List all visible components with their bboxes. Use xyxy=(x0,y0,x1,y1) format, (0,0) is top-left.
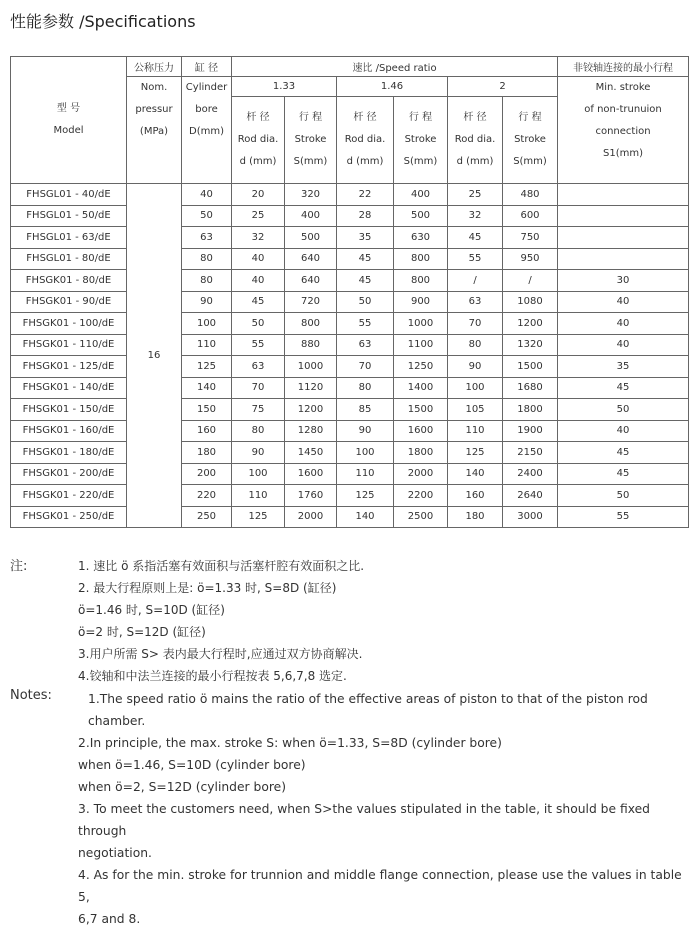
cell-min-stroke: 40 xyxy=(558,420,689,442)
cell-bore: 80 xyxy=(182,270,232,292)
table-row xyxy=(11,205,689,227)
cell-d1: 90 xyxy=(232,442,285,464)
cell-s3: 1320 xyxy=(503,334,558,356)
table-body xyxy=(11,184,689,528)
page-title: 性能参数 /Specifications xyxy=(10,12,196,31)
cell-s2: 1400 xyxy=(394,377,448,399)
cell-s3: 2150 xyxy=(503,442,558,464)
cell-d3: 160 xyxy=(448,485,503,507)
cell-min-stroke xyxy=(558,248,689,270)
cell-d1: 45 xyxy=(232,291,285,313)
cell-min-stroke: 35 xyxy=(558,356,689,378)
cell-bore: 140 xyxy=(182,377,232,399)
cell-d3: 80 xyxy=(448,334,503,356)
cell-d2: 90 xyxy=(337,420,394,442)
cell-d2: 110 xyxy=(337,463,394,485)
cell-model: FHSGK01 - 150/dE xyxy=(11,399,127,421)
cell-s2: 900 xyxy=(394,291,448,313)
cell-d2: 45 xyxy=(337,270,394,292)
table-row xyxy=(11,227,689,249)
table-row xyxy=(11,377,689,399)
cell-min-stroke xyxy=(558,227,689,249)
cell-pressure: 16 xyxy=(127,184,182,528)
cell-bore: 220 xyxy=(182,485,232,507)
header-rod-3: 杆 径 Rod dia. d (mm) xyxy=(448,97,503,184)
cell-d3: 55 xyxy=(448,248,503,270)
notes-en-label: Notes: xyxy=(10,688,52,703)
cell-d1: 32 xyxy=(232,227,285,249)
cell-min-stroke: 50 xyxy=(558,485,689,507)
cell-min-stroke: 30 xyxy=(558,270,689,292)
cell-min-stroke: 45 xyxy=(558,463,689,485)
cell-model: FHSGK01 - 90/dE xyxy=(11,291,127,313)
cell-min-stroke: 45 xyxy=(558,442,689,464)
notes-cn-label: 注: xyxy=(10,559,28,574)
table-row xyxy=(11,291,689,313)
note-cn-line: 1. 速比 ö 系指活塞有效面积与活塞杆腔有效面积之比. xyxy=(78,559,365,573)
header-speed-ratio: 速比 /Speed ratio xyxy=(232,57,558,77)
note-en-line: 3. To meet the customers need, when S>the values stipulated in the table, it should be fixed through xyxy=(78,802,650,838)
cell-s1: 2000 xyxy=(285,506,337,528)
cell-bore: 250 xyxy=(182,506,232,528)
cell-model: FHSGL01 - 63/dE xyxy=(11,227,127,249)
note-cn-line: ö=2 时, S=12D (缸径) xyxy=(78,625,206,639)
table-row xyxy=(11,463,689,485)
cell-d2: 22 xyxy=(337,184,394,206)
header-rod-1: 杆 径 Rod dia. d (mm) xyxy=(232,97,285,184)
cell-s2: 1800 xyxy=(394,442,448,464)
cell-s1: 1760 xyxy=(285,485,337,507)
cell-s3: 750 xyxy=(503,227,558,249)
table-row xyxy=(11,313,689,335)
cell-s3: 480 xyxy=(503,184,558,206)
cell-model: FHSGK01 - 100/dE xyxy=(11,313,127,335)
header-min-stroke: Min. stroke of non-trunuion connection S1(mm) xyxy=(558,77,689,184)
note-en-line: when ö=1.46, S=10D (cylinder bore) xyxy=(78,758,306,772)
cell-d3: 70 xyxy=(448,313,503,335)
cell-s1: 640 xyxy=(285,248,337,270)
note-en-line: 1.The speed ratio ö mains the ratio of the effective areas of piston to that of the piston rod chamber. xyxy=(88,692,648,728)
cell-d1: 125 xyxy=(232,506,285,528)
cell-d2: 70 xyxy=(337,356,394,378)
cell-d3: 90 xyxy=(448,356,503,378)
cell-s3: / xyxy=(503,270,558,292)
notes-cn xyxy=(10,555,690,687)
cell-min-stroke: 40 xyxy=(558,291,689,313)
cell-s2: 800 xyxy=(394,270,448,292)
cell-d3: 180 xyxy=(448,506,503,528)
header-ratio-2: 1.46 xyxy=(337,77,448,97)
cell-model: FHSGK01 - 140/dE xyxy=(11,377,127,399)
header-pressure-cn: 公称压力 xyxy=(127,57,182,77)
cell-s1: 1600 xyxy=(285,463,337,485)
cell-min-stroke: 45 xyxy=(558,377,689,399)
cell-min-stroke: 40 xyxy=(558,334,689,356)
cell-d2: 35 xyxy=(337,227,394,249)
cell-s3: 950 xyxy=(503,248,558,270)
cell-d2: 50 xyxy=(337,291,394,313)
header-bore-cn: 缸 径 xyxy=(182,57,232,77)
cell-s3: 2400 xyxy=(503,463,558,485)
header-rod-2: 杆 径 Rod dia. d (mm) xyxy=(337,97,394,184)
table-row xyxy=(11,356,689,378)
header-stroke-1: 行 程 Stroke S(mm) xyxy=(285,97,337,184)
table-row xyxy=(11,485,689,507)
header-min-stroke-cn: 非铰轴连接的最小行程 xyxy=(558,57,689,77)
cell-d2: 28 xyxy=(337,205,394,227)
cell-model: FHSGL01 - 80/dE xyxy=(11,248,127,270)
table-row xyxy=(11,248,689,270)
cell-min-stroke: 55 xyxy=(558,506,689,528)
cell-d3: 140 xyxy=(448,463,503,485)
cell-d1: 63 xyxy=(232,356,285,378)
notes-en xyxy=(10,688,695,930)
table-row xyxy=(11,184,689,206)
cell-bore: 160 xyxy=(182,420,232,442)
cell-s3: 1800 xyxy=(503,399,558,421)
cell-d2: 63 xyxy=(337,334,394,356)
cell-s3: 1200 xyxy=(503,313,558,335)
cell-d1: 20 xyxy=(232,184,285,206)
cell-bore: 50 xyxy=(182,205,232,227)
cell-model: FHSGK01 - 160/dE xyxy=(11,420,127,442)
cell-d3: 25 xyxy=(448,184,503,206)
cell-s3: 600 xyxy=(503,205,558,227)
cell-d2: 140 xyxy=(337,506,394,528)
cell-bore: 40 xyxy=(182,184,232,206)
cell-s1: 1200 xyxy=(285,399,337,421)
cell-d2: 100 xyxy=(337,442,394,464)
cell-min-stroke xyxy=(558,184,689,206)
cell-d3: 105 xyxy=(448,399,503,421)
cell-s2: 400 xyxy=(394,184,448,206)
note-cn-line: 3.用户所需 S> 表内最大行程时,应通过双方协商解决. xyxy=(78,647,363,661)
note-cn-line: 4.铰轴和中法兰连接的最小行程按表 5,6,7,8 选定. xyxy=(78,669,347,683)
note-en-line: 2.In principle, the max. stroke S: when ö=1.33, S=8D (cylinder bore) xyxy=(78,736,502,750)
header-bore: Cylinder bore D(mm) xyxy=(182,77,232,184)
header-model: 型 号 Model xyxy=(11,57,127,184)
table-row xyxy=(11,334,689,356)
notes-section xyxy=(10,555,690,926)
cell-s2: 2200 xyxy=(394,485,448,507)
cell-model: FHSGK01 - 250/dE xyxy=(11,506,127,528)
cell-d2: 80 xyxy=(337,377,394,399)
cell-bore: 110 xyxy=(182,334,232,356)
cell-d1: 80 xyxy=(232,420,285,442)
specifications-table xyxy=(10,56,689,528)
cell-s3: 2640 xyxy=(503,485,558,507)
header-stroke-2: 行 程 Stroke S(mm) xyxy=(394,97,448,184)
cell-d1: 50 xyxy=(232,313,285,335)
cell-s3: 1680 xyxy=(503,377,558,399)
cell-model: FHSGK01 - 80/dE xyxy=(11,270,127,292)
note-en-line: 6,7 and 8. xyxy=(78,912,141,926)
cell-s1: 1000 xyxy=(285,356,337,378)
note-en-line: 4. As for the min. stroke for trunnion and middle flange connection, please use the values in table 5, xyxy=(78,868,682,904)
cell-s1: 500 xyxy=(285,227,337,249)
cell-d2: 85 xyxy=(337,399,394,421)
table-row xyxy=(11,506,689,528)
header-stroke-3: 行 程 Stroke S(mm) xyxy=(503,97,558,184)
cell-s1: 880 xyxy=(285,334,337,356)
cell-s2: 2000 xyxy=(394,463,448,485)
cell-d3: 100 xyxy=(448,377,503,399)
cell-model: FHSGK01 - 110/dE xyxy=(11,334,127,356)
cell-d2: 55 xyxy=(337,313,394,335)
cell-s3: 3000 xyxy=(503,506,558,528)
cell-s2: 2500 xyxy=(394,506,448,528)
cell-bore: 180 xyxy=(182,442,232,464)
cell-s1: 1280 xyxy=(285,420,337,442)
cell-model: FHSGL01 - 40/dE xyxy=(11,184,127,206)
cell-s2: 1250 xyxy=(394,356,448,378)
cell-d1: 70 xyxy=(232,377,285,399)
cell-bore: 100 xyxy=(182,313,232,335)
cell-s1: 800 xyxy=(285,313,337,335)
cell-d3: / xyxy=(448,270,503,292)
cell-d3: 125 xyxy=(448,442,503,464)
cell-d2: 45 xyxy=(337,248,394,270)
cell-d1: 25 xyxy=(232,205,285,227)
cell-s1: 400 xyxy=(285,205,337,227)
table-row xyxy=(11,270,689,292)
note-cn-line: 2. 最大行程原则上是: ö=1.33 时, S=8D (缸径) xyxy=(78,581,337,595)
cell-min-stroke: 50 xyxy=(558,399,689,421)
header-pressure: Nom. pressur (MPa) xyxy=(127,77,182,184)
note-en-line: when ö=2, S=12D (cylinder bore) xyxy=(78,780,286,794)
cell-s1: 320 xyxy=(285,184,337,206)
cell-d1: 100 xyxy=(232,463,285,485)
cell-s3: 1900 xyxy=(503,420,558,442)
cell-s2: 800 xyxy=(394,248,448,270)
cell-model: FHSGK01 - 125/dE xyxy=(11,356,127,378)
cell-d1: 75 xyxy=(232,399,285,421)
cell-model: FHSGK01 - 200/dE xyxy=(11,463,127,485)
cell-s2: 500 xyxy=(394,205,448,227)
cell-s3: 1500 xyxy=(503,356,558,378)
cell-d1: 40 xyxy=(232,270,285,292)
table-row xyxy=(11,399,689,421)
cell-bore: 80 xyxy=(182,248,232,270)
header-ratio-3: 2 xyxy=(448,77,558,97)
cell-s2: 630 xyxy=(394,227,448,249)
cell-d3: 32 xyxy=(448,205,503,227)
cell-s1: 1450 xyxy=(285,442,337,464)
cell-d3: 45 xyxy=(448,227,503,249)
cell-d3: 110 xyxy=(448,420,503,442)
note-cn-line: ö=1.46 时, S=10D (缸径) xyxy=(78,603,225,617)
cell-model: FHSGL01 - 50/dE xyxy=(11,205,127,227)
cell-s1: 720 xyxy=(285,291,337,313)
cell-s2: 1000 xyxy=(394,313,448,335)
cell-bore: 90 xyxy=(182,291,232,313)
cell-s1: 640 xyxy=(285,270,337,292)
cell-s3: 1080 xyxy=(503,291,558,313)
cell-s2: 1100 xyxy=(394,334,448,356)
cell-d1: 55 xyxy=(232,334,285,356)
cell-min-stroke: 40 xyxy=(558,313,689,335)
cell-d3: 63 xyxy=(448,291,503,313)
cell-bore: 150 xyxy=(182,399,232,421)
header-ratio-1: 1.33 xyxy=(232,77,337,97)
note-en-line: negotiation. xyxy=(78,846,152,860)
cell-d1: 110 xyxy=(232,485,285,507)
cell-min-stroke xyxy=(558,205,689,227)
table-row xyxy=(11,420,689,442)
cell-bore: 200 xyxy=(182,463,232,485)
cell-d1: 40 xyxy=(232,248,285,270)
cell-s2: 1500 xyxy=(394,399,448,421)
cell-d2: 125 xyxy=(337,485,394,507)
cell-s1: 1120 xyxy=(285,377,337,399)
cell-bore: 63 xyxy=(182,227,232,249)
table-row xyxy=(11,442,689,464)
cell-s2: 1600 xyxy=(394,420,448,442)
cell-model: FHSGK01 - 180/dE xyxy=(11,442,127,464)
cell-model: FHSGK01 - 220/dE xyxy=(11,485,127,507)
cell-bore: 125 xyxy=(182,356,232,378)
